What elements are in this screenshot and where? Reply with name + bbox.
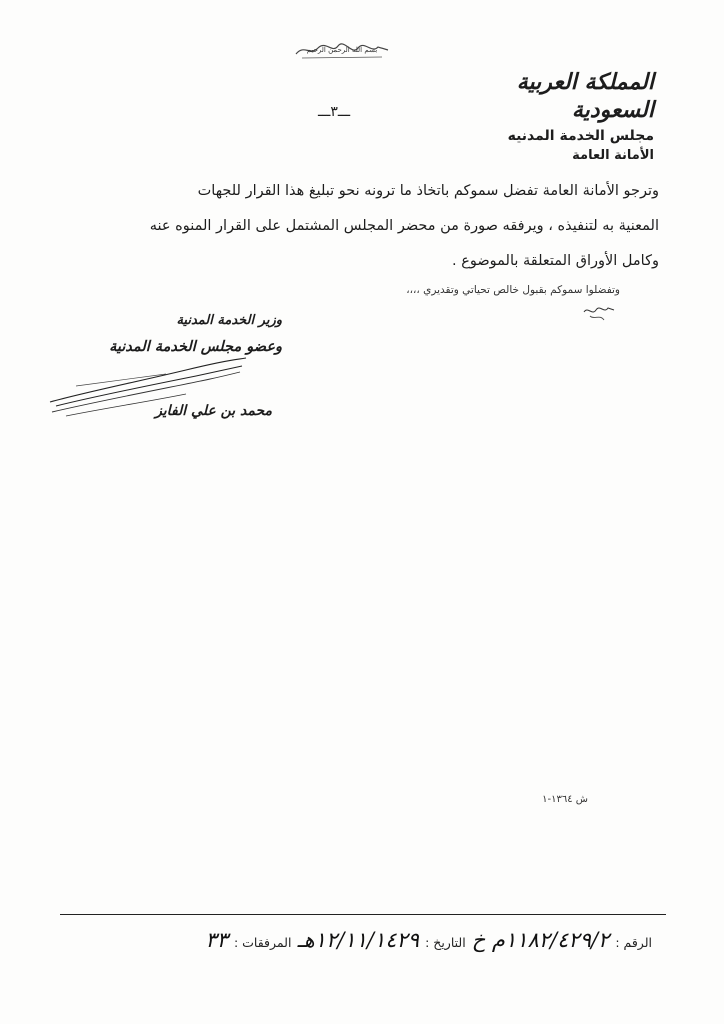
kingdom-title: المملكة العربية السعودية: [516, 69, 654, 123]
footer-meta: [52, 928, 652, 952]
date-value: ١٢/١١/١٤٢٩هـ: [297, 928, 420, 952]
page-number: ـــ٣ـــ: [318, 104, 351, 120]
number-label: الرقم :: [615, 935, 652, 950]
date-label: التاريخ :: [425, 935, 466, 950]
basmala-calligraphy: [292, 38, 392, 62]
body-line: وكامل الأوراق المتعلقة بالموضوع .: [451, 253, 659, 269]
signatory-title: وزير الخدمة المدنية: [176, 313, 282, 328]
signature-block: [72, 310, 282, 419]
handwritten-initials: [582, 302, 616, 324]
closing-line: وتفضلوا سموكم بقبول خالص تحياتي وتقديري ،،،،: [406, 284, 620, 296]
body-line: وترجو الأمانة العامة تفضل سموكم باتخاذ ما ترونه نحو تبليغ هذا القرار للجهات: [197, 183, 659, 199]
letter-body: [59, 174, 659, 279]
attachments-label: المرفقات :: [233, 935, 292, 950]
attachments-value: ٣٣: [205, 928, 228, 952]
signatory-name: محمد بن علي الفايز: [155, 403, 272, 419]
council-name: مجلس الخدمة المدنيه: [507, 128, 654, 144]
footer-divider: [60, 914, 666, 915]
signatory-title-secondary: وعضو مجلس الخدمة المدنية: [109, 339, 282, 355]
letterhead: [484, 68, 654, 166]
basmala-text: بسم الله الرحمن الرحيم: [306, 46, 378, 54]
body-line: المعنية به لتنفيذه ، ويرفقه صورة من محضر المجلس المشتمل على القرار المنوه عنه: [149, 218, 659, 234]
number-value: ١١٨٢/٤٢٩/٢م خ: [471, 928, 610, 952]
handwritten-signature: [46, 356, 251, 426]
secretariat-name: الأمانة العامة: [572, 148, 654, 163]
reference-code: ش ١٣٦٤-١: [542, 794, 588, 805]
